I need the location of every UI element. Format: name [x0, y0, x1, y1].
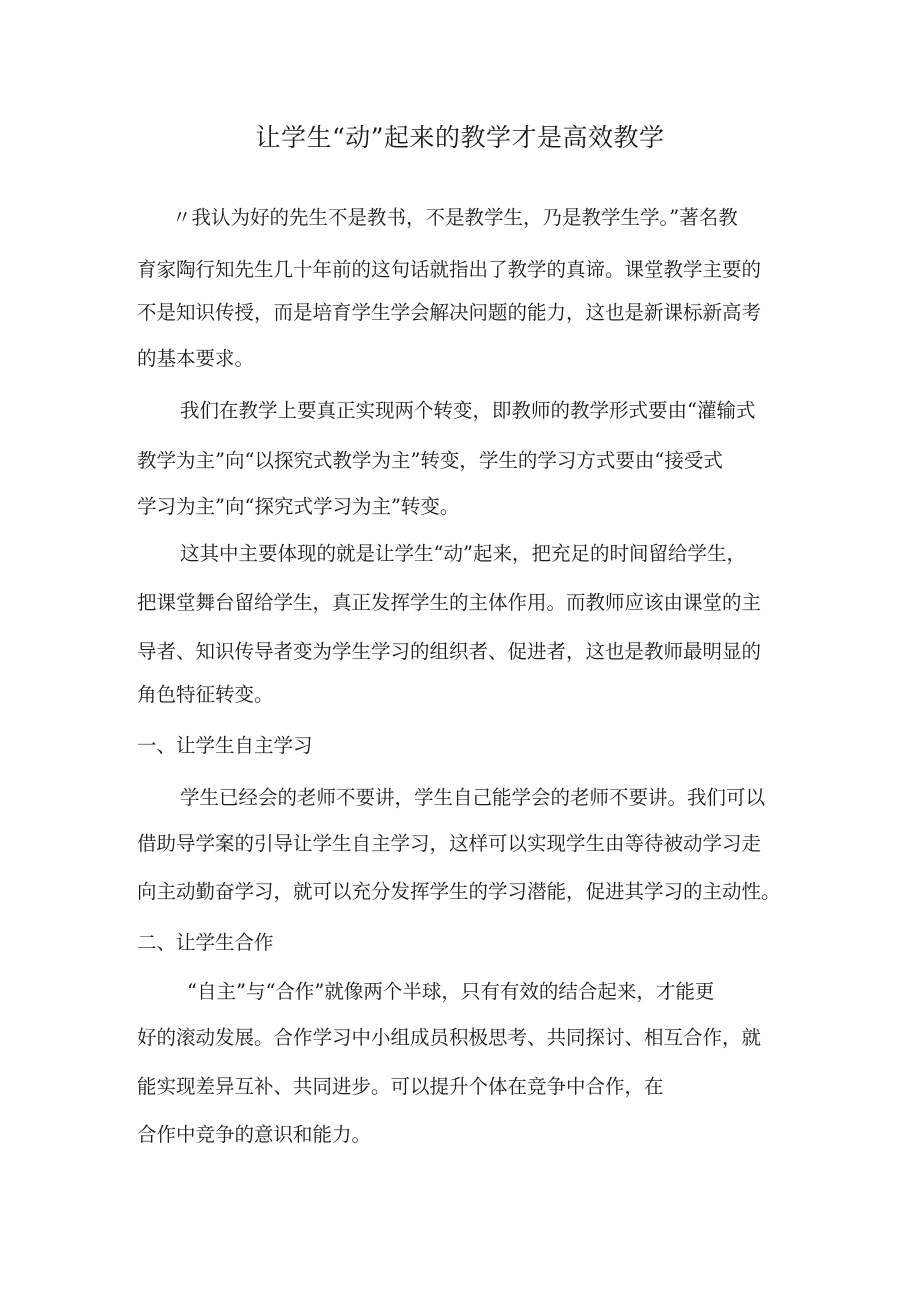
paragraph-3-line-4: 角色特征转变。 — [137, 683, 274, 706]
section-1-line-1: 学生已经会的老师不要讲，学生自己能学会的老师不要讲。我们可以 — [180, 786, 766, 809]
section-1-line-3: 向主动勤奋学习，就可以充分发挥学生的学习潜能，促进其学习的主动性。 — [137, 880, 781, 903]
paragraph-2-line-3: 学习为主”向“探究式学习为主”转变。 — [137, 495, 460, 518]
section-1-heading: 一、让学生自主学习 — [137, 734, 313, 757]
paragraph-3-line-3: 导者、知识传导者变为学生学习的组织者、促进者，这也是教师最明显的 — [137, 640, 762, 663]
paragraph-1-line-1: 〃我认为好的先生不是教书，不是教学生，乃是教学生学。”著名教 — [172, 206, 738, 229]
section-2-heading: 二、让学生合作 — [137, 931, 274, 954]
paragraph-3-line-2: 把课堂舞台留给学生，真正发挥学生的主体作用。而教师应该由课堂的主 — [137, 591, 762, 614]
paragraph-1-line-2: 育家陶行知先生几十年前的这句话就指出了教学的真谛。课堂教学主要的 — [137, 258, 762, 281]
paragraph-1-line-3: 不是知识传授，而是培育学生学会解决问题的能力，这也是新课标新高考 — [137, 301, 762, 324]
section-1-line-2: 借助导学案的引导让学生自主学习，这样可以实现学生由等待被动学习走 — [137, 832, 762, 855]
section-2-line-4: 合作中竞争的意识和能力。 — [137, 1123, 372, 1146]
document-title: 让学生“动”起来的教学才是高效教学 — [255, 123, 665, 152]
paragraph-1-line-4: 的基本要求。 — [137, 347, 255, 370]
paragraph-2-line-2: 教学为主”向“以探究式教学为主”转变，学生的学习方式要由“接受式 — [137, 449, 723, 472]
section-2-line-2: 好的滚动发展。合作学习中小组成员积极思考、共同探讨、相互合作，就 — [137, 1026, 762, 1049]
section-2-line-3: 能实现差异互补、共同进步。可以提升个体在竞争中合作，在 — [137, 1075, 664, 1098]
section-2-line-1: “自主”与“合作”就像两个半球，只有有效的结合起来，才能更 — [187, 980, 715, 1003]
paragraph-3-line-1: 这其中主要体现的就是让学生“动”起来，把充足的时间留给学生， — [180, 542, 746, 565]
paragraph-2-line-1: 我们在教学上要真正实现两个转变，即教师的教学形式要由“灌输式 — [180, 399, 756, 422]
